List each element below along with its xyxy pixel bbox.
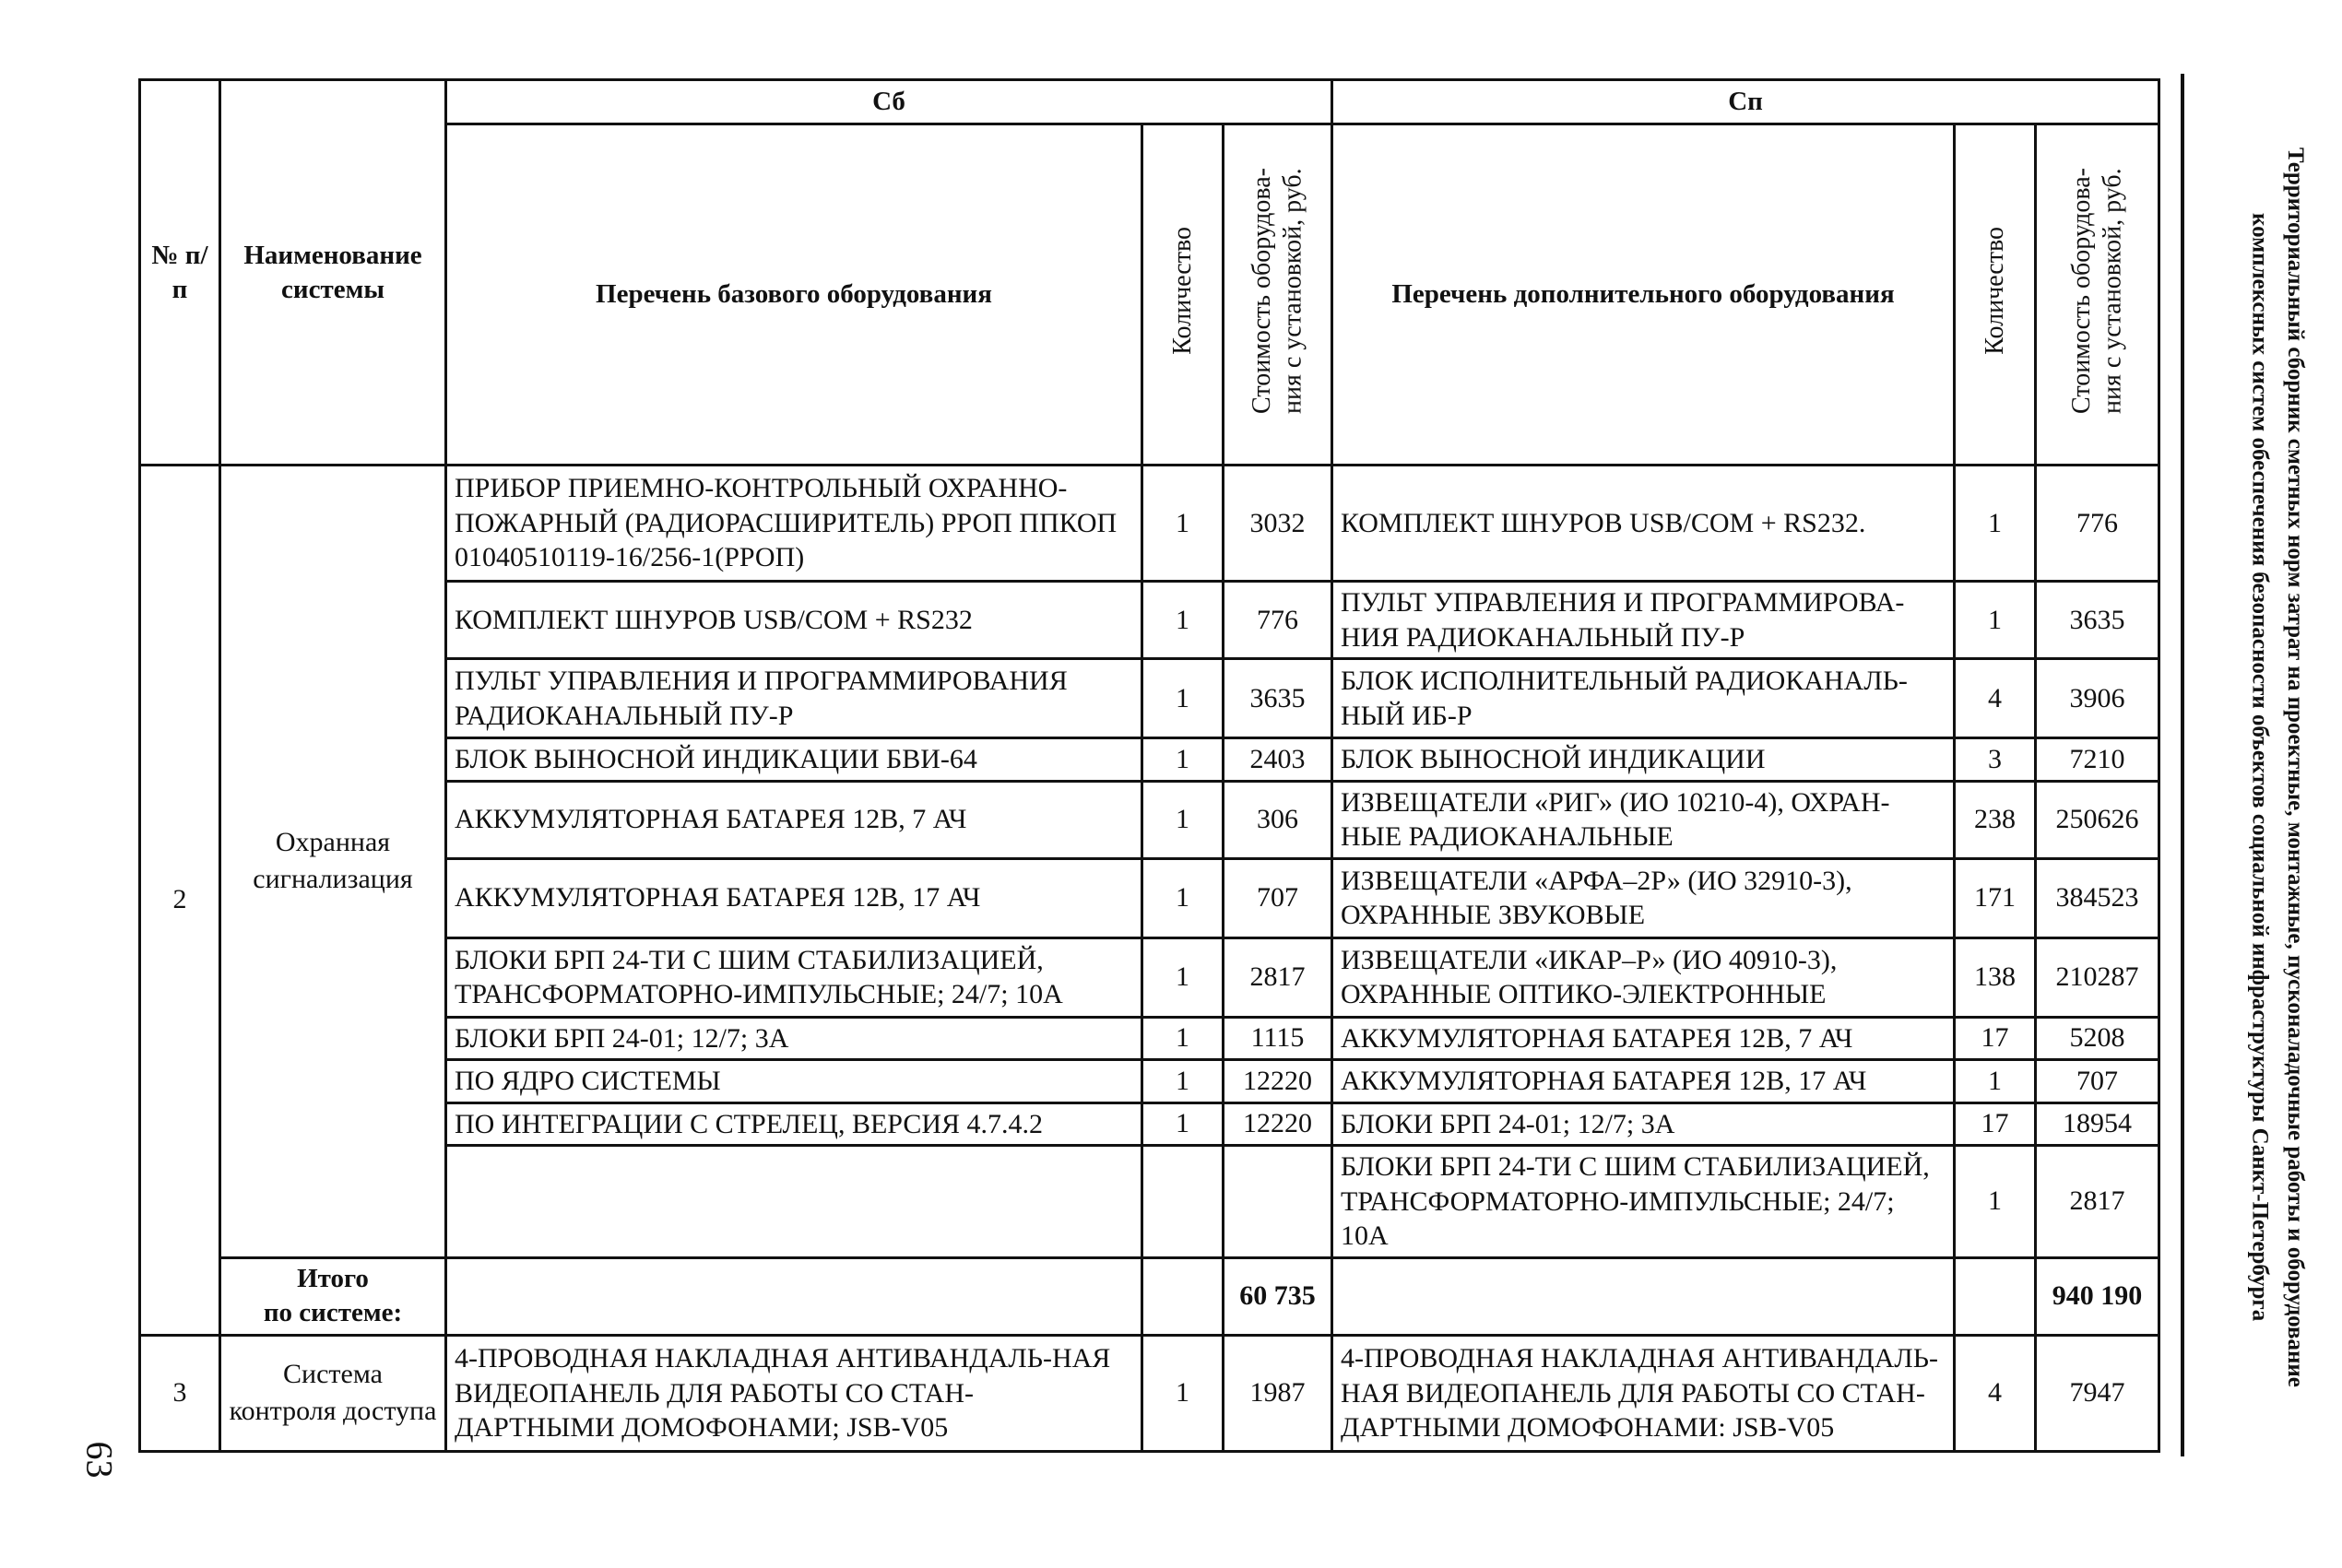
empty-cell <box>1955 1257 2036 1335</box>
extra-qty: 17 <box>1955 1017 2036 1060</box>
base-qty: 1 <box>1142 1102 1224 1146</box>
extra-item: 4-ПРОВОДНАЯ НАКЛАДНАЯ АНТИВАНДАЛЬ-НАЯ ВИДЕОПАНЕЛЬ ДЛЯ РАБОТЫ СО СТАН-ДАРТНЫМИ ДОМОФОНАМИ: JSB-V05 <box>1332 1335 1955 1451</box>
running-title: Территориальный сборник сметных норм затрат на проектные, монтажные, пусконаладочные работы и оборудование комплексных систем обеспечения безопасности объектов социальной инфраструктуры Санкт-Петербурга <box>2247 147 2308 1387</box>
table-row <box>140 1335 2159 1451</box>
base-cost: 3635 <box>1224 659 1332 738</box>
extra-cost: 707 <box>2036 1060 2159 1103</box>
extra-cost: 384523 <box>2036 858 2159 937</box>
base-cost: 1987 <box>1224 1335 1332 1451</box>
empty-cell <box>446 1257 1142 1335</box>
total-label: Итого по системе: <box>220 1257 446 1335</box>
row-number: 3 <box>140 1335 220 1451</box>
base-qty: 1 <box>1142 1060 1224 1103</box>
extra-cost: 776 <box>2036 466 2159 582</box>
system-name: Система контроля доступа <box>220 1335 446 1451</box>
base-item: БЛОКИ БРП 24-01; 12/7; 3А <box>446 1017 1142 1060</box>
equipment-table <box>138 78 2160 1453</box>
extra-item: ИЗВЕЩАТЕЛИ «ИКАР–Р» (ИО 40910-3), ОХРАННЫЕ ОПТИКО-ЭЛЕКТРОННЫЕ <box>1332 937 1955 1017</box>
base-cost: 3032 <box>1224 466 1332 582</box>
header-group-sp: Сп <box>1332 80 2159 124</box>
base-cost: 707 <box>1224 858 1332 937</box>
header-base-qty: Количество <box>1142 124 1224 466</box>
base-item: ПО ЯДРО СИСТЕМЫ <box>446 1060 1142 1103</box>
page-number: 63 <box>78 1441 121 1479</box>
extra-cost: 250626 <box>2036 781 2159 858</box>
base-qty: 1 <box>1142 466 1224 582</box>
base-cost: 2403 <box>1224 738 1332 782</box>
base-qty: 1 <box>1142 937 1224 1017</box>
empty-cell <box>1142 1257 1224 1335</box>
base-qty: 1 <box>1142 1017 1224 1060</box>
extra-qty: 238 <box>1955 781 2036 858</box>
base-item: АККУМУЛЯТОРНАЯ БАТАРЕЯ 12В, 7 АЧ <box>446 781 1142 858</box>
extra-item: БЛОКИ БРП 24-01; 12/7; 3А <box>1332 1102 1955 1146</box>
extra-cost: 5208 <box>2036 1017 2159 1060</box>
header-extra-list: Перечень дополнительного оборудования <box>1332 124 1955 466</box>
extra-cost: 3635 <box>2036 582 2159 659</box>
side-rule <box>2181 74 2184 1456</box>
base-item: ПО ИНТЕГРАЦИИ С СТРЕЛЕЦ, ВЕРСИЯ 4.7.4.2 <box>446 1102 1142 1146</box>
base-cost <box>1224 1146 1332 1258</box>
header-base-cost: Стоимость оборудова- ния с установкой, руб. <box>1224 124 1332 466</box>
base-qty: 1 <box>1142 738 1224 782</box>
base-qty <box>1142 1146 1224 1258</box>
header-base-list: Перечень базового оборудования <box>446 124 1142 466</box>
total-extra-cost: 940 190 <box>2036 1257 2159 1335</box>
extra-cost: 210287 <box>2036 937 2159 1017</box>
extra-qty: 4 <box>1955 659 2036 738</box>
table-row <box>140 466 2159 582</box>
header-no: № п/п <box>140 80 220 466</box>
extra-item: ИЗВЕЩАТЕЛИ «АРФА–2Р» (ИО 32910-3), ОХРАННЫЕ ЗВУКОВЫЕ <box>1332 858 1955 937</box>
extra-item: БЛОК ВЫНОСНОЙ ИНДИКАЦИИ <box>1332 738 1955 782</box>
base-item: 4-ПРОВОДНАЯ НАКЛАДНАЯ АНТИВАНДАЛЬ-НАЯ ВИДЕОПАНЕЛЬ ДЛЯ РАБОТЫ СО СТАН-ДАРТНЫМИ ДОМОФОНАМИ; JSB-V05 <box>446 1335 1142 1451</box>
system-name: Охранная сигнализация <box>220 466 446 1258</box>
extra-cost: 3906 <box>2036 659 2159 738</box>
extra-qty: 1 <box>1955 466 2036 582</box>
extra-item: БЛОКИ БРП 24-ТИ С ШИМ СТАБИЛИЗАЦИЕЙ, ТРАНСФОРМАТОРНО-ИМПУЛЬСНЫЕ; 24/7; 10А <box>1332 1146 1955 1258</box>
extra-qty: 1 <box>1955 1146 2036 1258</box>
header-system-name: Наименование системы <box>220 80 446 466</box>
base-item: БЛОКИ БРП 24-ТИ С ШИМ СТАБИЛИЗАЦИЕЙ, ТРАНСФОРМАТОРНО-ИМПУЛЬСНЫЕ; 24/7; 10А <box>446 937 1142 1017</box>
base-cost: 12220 <box>1224 1060 1332 1103</box>
extra-item: ПУЛЬТ УПРАВЛЕНИЯ И ПРОГРАММИРОВА-НИЯ РАДИОКАНАЛЬНЫЙ ПУ-Р <box>1332 582 1955 659</box>
extra-qty: 4 <box>1955 1335 2036 1451</box>
base-qty: 1 <box>1142 582 1224 659</box>
extra-item: АККУМУЛЯТОРНАЯ БАТАРЕЯ 12В, 17 АЧ <box>1332 1060 1955 1103</box>
base-qty: 1 <box>1142 781 1224 858</box>
base-cost: 2817 <box>1224 937 1332 1017</box>
base-item: АККУМУЛЯТОРНАЯ БАТАРЕЯ 12В, 17 АЧ <box>446 858 1142 937</box>
base-item: БЛОК ВЫНОСНОЙ ИНДИКАЦИИ БВИ-64 <box>446 738 1142 782</box>
header-extra-qty: Количество <box>1955 124 2036 466</box>
base-cost: 306 <box>1224 781 1332 858</box>
empty-cell <box>1332 1257 1955 1335</box>
extra-qty: 1 <box>1955 582 2036 659</box>
extra-qty: 171 <box>1955 858 2036 937</box>
header-extra-cost: Стоимость оборудова- ния с установкой, руб. <box>2036 124 2159 466</box>
header-group-sb: Сб <box>446 80 1332 124</box>
extra-cost: 7947 <box>2036 1335 2159 1451</box>
extra-item: АККУМУЛЯТОРНАЯ БАТАРЕЯ 12В, 7 АЧ <box>1332 1017 1955 1060</box>
base-item: ПУЛЬТ УПРАВЛЕНИЯ И ПРОГРАММИРОВАНИЯ РАДИОКАНАЛЬНЫЙ ПУ-Р <box>446 659 1142 738</box>
extra-cost: 18954 <box>2036 1102 2159 1146</box>
base-qty: 1 <box>1142 659 1224 738</box>
base-qty: 1 <box>1142 858 1224 937</box>
extra-item: КОМПЛЕКТ ШНУРОВ USB/COM + RS232. <box>1332 466 1955 582</box>
total-base-cost: 60 735 <box>1224 1257 1332 1335</box>
base-item: ПРИБОР ПРИЕМНО-КОНТРОЛЬНЫЙ ОХРАННО-ПОЖАРНЫЙ (РАДИОРАСШИРИТЕЛЬ) РРОП ППКОП 01040510119-16/256-1(РРОП) <box>446 466 1142 582</box>
base-cost: 776 <box>1224 582 1332 659</box>
extra-cost: 7210 <box>2036 738 2159 782</box>
base-qty: 1 <box>1142 1335 1224 1451</box>
extra-qty: 17 <box>1955 1102 2036 1146</box>
extra-item: ИЗВЕЩАТЕЛИ «РИГ» (ИО 10210-4), ОХРАН-НЫЕ РАДИОКАНАЛЬНЫЕ <box>1332 781 1955 858</box>
extra-cost: 2817 <box>2036 1146 2159 1258</box>
extra-qty: 3 <box>1955 738 2036 782</box>
total-row <box>140 1257 2159 1335</box>
extra-qty: 138 <box>1955 937 2036 1017</box>
row-number: 2 <box>140 466 220 1336</box>
base-cost: 1115 <box>1224 1017 1332 1060</box>
base-item: КОМПЛЕКТ ШНУРОВ USB/COM + RS232 <box>446 582 1142 659</box>
extra-qty: 1 <box>1955 1060 2036 1103</box>
base-cost: 12220 <box>1224 1102 1332 1146</box>
extra-item: БЛОК ИСПОЛНИТЕЛЬНЫЙ РАДИОКАНАЛЬ-НЫЙ ИБ-Р <box>1332 659 1955 738</box>
base-item <box>446 1146 1142 1258</box>
